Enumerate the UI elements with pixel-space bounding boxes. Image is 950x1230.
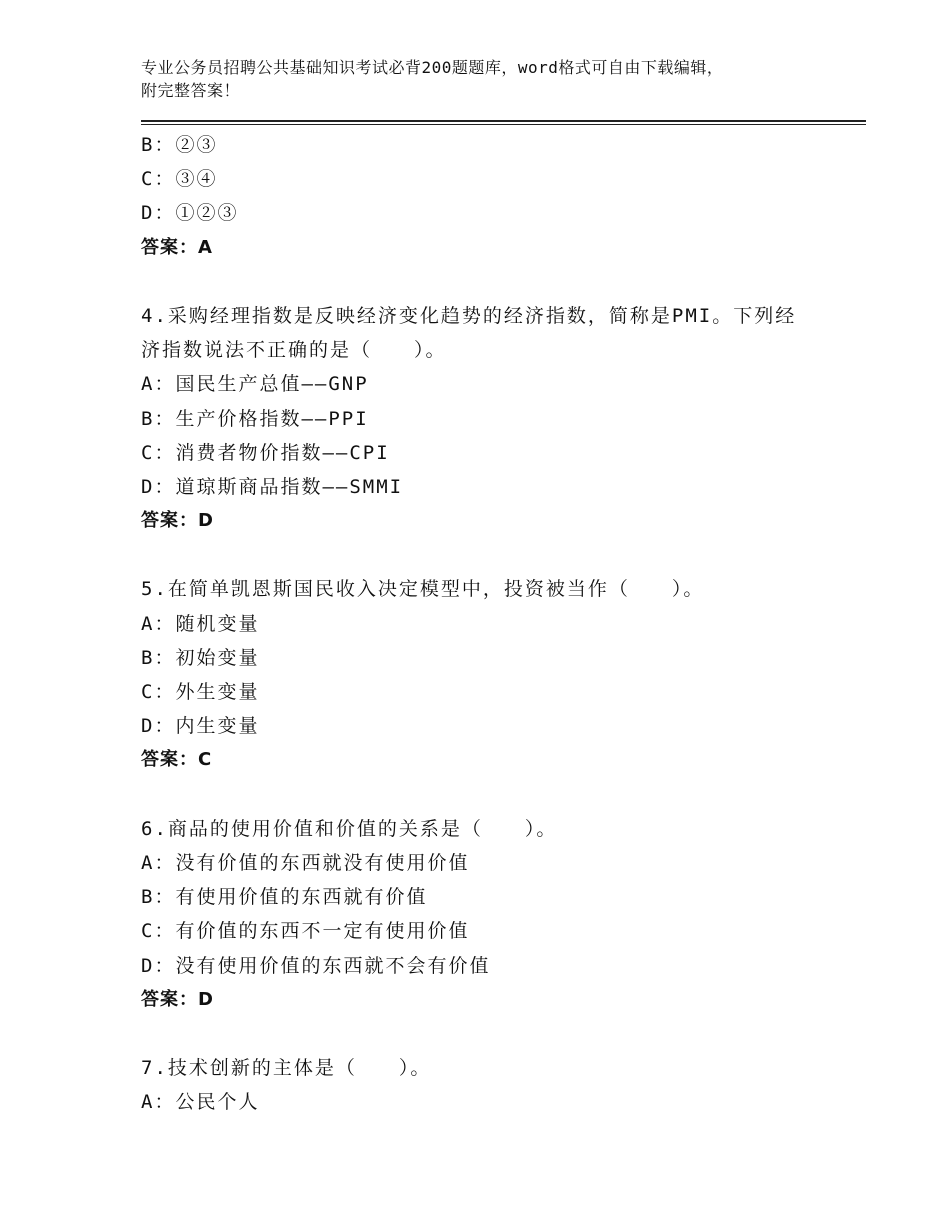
option-d: D：没有使用价值的东西就不会有价值 (141, 954, 491, 977)
header-divider (141, 120, 866, 125)
option-d: D：①②③ (141, 202, 239, 225)
question-7 (141, 1051, 841, 1119)
spacer (141, 265, 841, 299)
question-stem: 7.技术创新的主体是（ ）。 (141, 1057, 432, 1080)
option-b: B：有使用价值的东西就有价值 (141, 886, 428, 909)
page-header (141, 56, 841, 102)
option-d: D：内生变量 (141, 715, 260, 738)
answer-label: 答案：C (141, 749, 213, 771)
question-4 (141, 299, 841, 538)
header-line-1: 专业公务员招聘公共基础知识考试必背200题题库，word格式可自由下载编辑， (141, 58, 724, 77)
option-c: C：消费者物价指数——CPI (141, 441, 390, 464)
question-stem: 5.在简单凯恩斯国民收入决定模型中，投资被当作（ ）。 (141, 578, 705, 601)
question-stem: 济指数说法不正确的是（ ）。 (141, 339, 447, 362)
answer-label: 答案：D (141, 510, 214, 532)
option-b: B：②③ (141, 134, 218, 156)
document-body (141, 128, 841, 1119)
question-3-continued (141, 128, 841, 265)
answer-label: 答案：D (141, 988, 214, 1010)
question-6 (141, 812, 841, 1017)
question-stem: 4.采购经理指数是反映经济变化趋势的经济指数，简称是PMI。下列经 (141, 304, 797, 327)
option-c: C：③④ (141, 168, 218, 191)
option-b: B：生产价格指数——PPI (141, 407, 369, 430)
question-stem: 6.商品的使用价值和价值的关系是（ ）。 (141, 817, 558, 840)
question-5 (141, 572, 841, 777)
option-c: C：有价值的东西不一定有使用价值 (141, 920, 470, 943)
spacer (141, 778, 841, 812)
option-d: D：道琼斯商品指数——SMMI (141, 475, 404, 498)
option-a: A：随机变量 (141, 612, 260, 635)
header-line-2: 附完整答案！ (141, 81, 241, 100)
option-a: A：公民个人 (141, 1091, 260, 1114)
option-a: A：国民生产总值——GNP (141, 373, 369, 396)
option-a: A：没有价值的东西就没有使用价值 (141, 851, 470, 874)
option-b: B：初始变量 (141, 646, 260, 669)
answer-label: 答案：A (141, 236, 213, 258)
spacer (141, 538, 841, 572)
option-c: C：外生变量 (141, 681, 260, 703)
spacer (141, 1017, 841, 1051)
